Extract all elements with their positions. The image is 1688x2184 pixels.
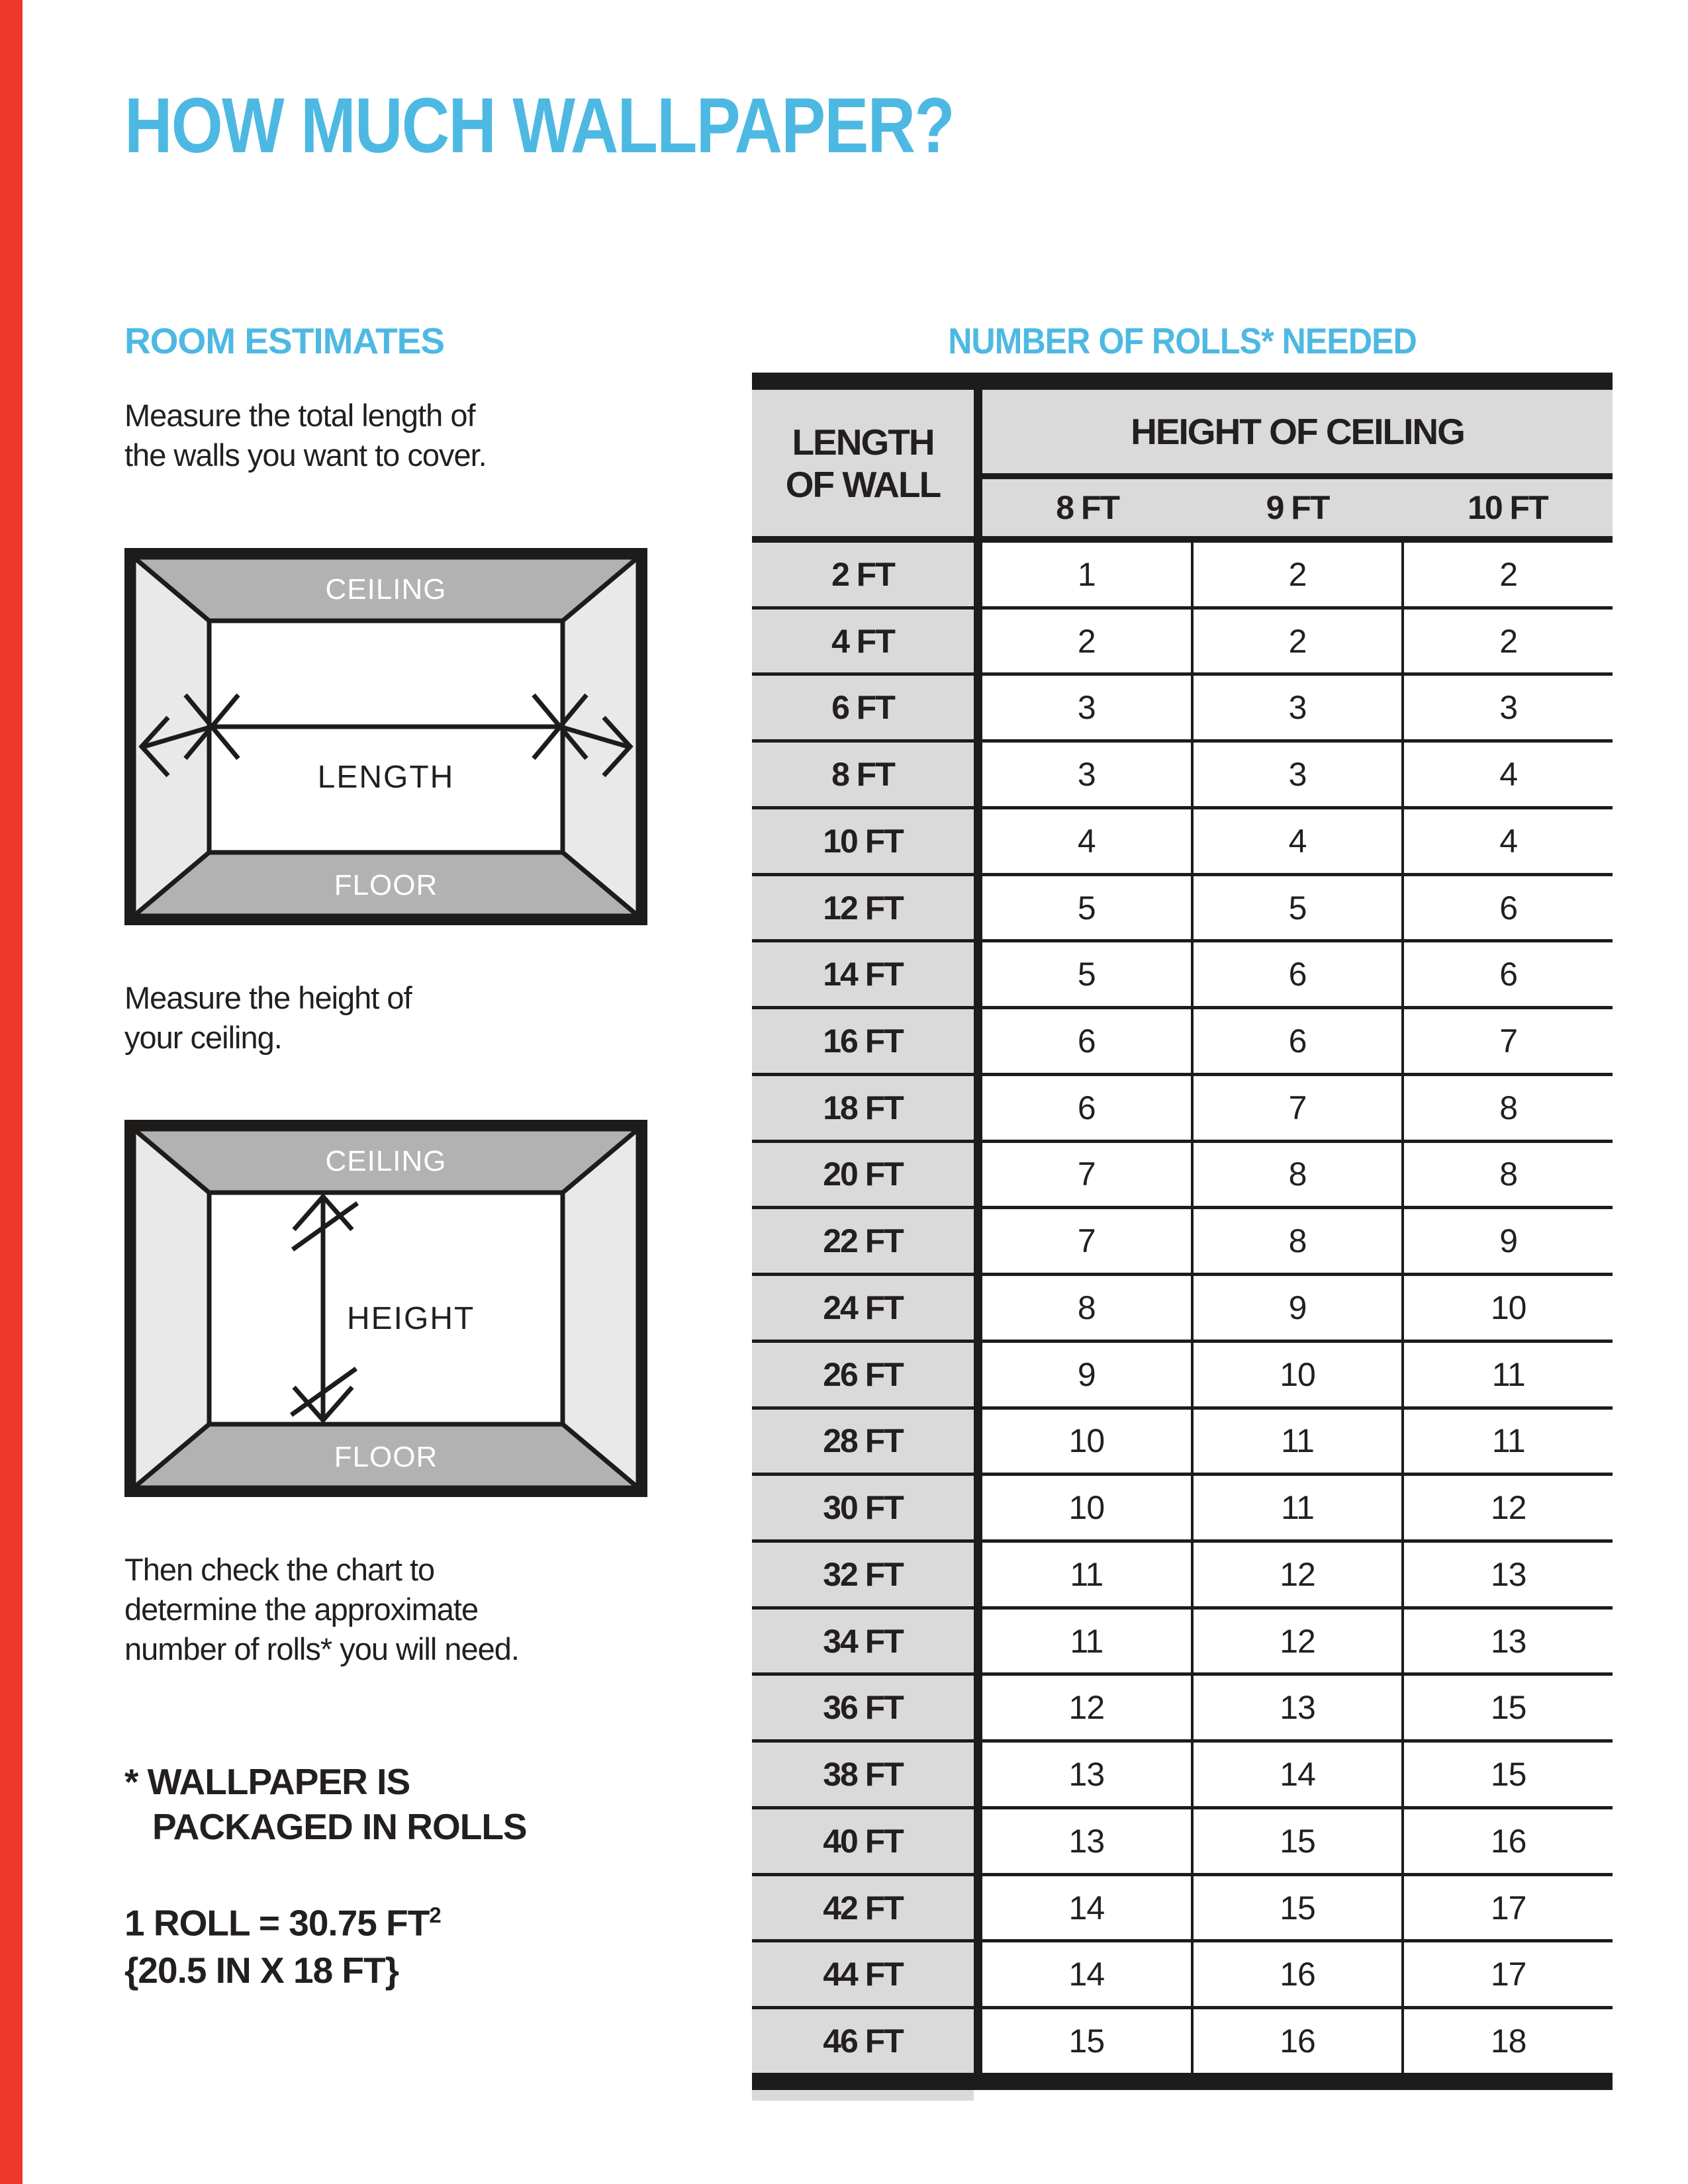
wall-length-cell: 44 FT	[752, 1942, 974, 2006]
wall-length-cell: 2 FT	[752, 543, 974, 606]
page-bleed-bar	[0, 0, 23, 2184]
floor-label: FLOOR	[334, 869, 438, 901]
table-bottom-bar	[752, 2073, 1613, 2090]
roll-count-cell: 16	[1194, 1942, 1405, 2006]
roll-count-cell: 2	[982, 610, 1194, 673]
roll-count-cell: 2	[1499, 555, 1518, 593]
table-row	[752, 1209, 1613, 1276]
roll-count-cell: 6	[982, 1076, 1194, 1140]
table-row	[752, 1610, 1613, 1676]
roll-count-cell: 3	[982, 743, 1194, 806]
roll-count-cell: 16	[1490, 1822, 1526, 1860]
table-row	[752, 1743, 1613, 1809]
roll-count-cell: 11	[1194, 1476, 1405, 1539]
wall-length-cell: 4 FT	[752, 610, 974, 673]
col-header-9ft: 9 FT	[1266, 489, 1329, 526]
roll-count-cell: 8	[1499, 1156, 1518, 1193]
wall-length-cell: 28 FT	[752, 1410, 974, 1473]
roll-count-cell: 9	[982, 1343, 1194, 1406]
table-row	[752, 1410, 1613, 1477]
wall-length-cell: 8 FT	[752, 743, 974, 806]
footnote-line: PACKAGED IN ROLLS	[152, 1806, 527, 1847]
table-row	[752, 1476, 1613, 1543]
roll-count-cell: 9	[1194, 1276, 1405, 1340]
row-vertical-divider	[974, 942, 982, 1006]
table-row	[752, 1009, 1613, 1076]
table-row	[752, 1076, 1613, 1143]
roll-count-cell: 6	[1499, 889, 1518, 927]
roll-count-cell: 12	[982, 1676, 1194, 1739]
row-vertical-divider	[974, 2009, 982, 2073]
table-row	[752, 1676, 1613, 1743]
roll-count-cell: 1	[982, 543, 1194, 606]
row-vertical-divider	[974, 809, 982, 873]
roll-count-cell: 8	[1499, 1089, 1518, 1126]
roll-count-cell: 12	[1194, 1610, 1405, 1673]
wall-length-cell: 30 FT	[752, 1476, 974, 1539]
length-label: LENGTH	[317, 760, 455, 795]
header-divider-line	[982, 473, 1613, 479]
room-estimates-heading: ROOM ESTIMATES	[124, 320, 445, 361]
roll-count-cell: 6	[982, 1009, 1194, 1073]
roll-count-cell: 5	[1194, 876, 1405, 940]
roll-count-cell: 10	[1194, 1343, 1405, 1406]
height-label: HEIGHT	[347, 1301, 475, 1336]
wall-length-cell: 6 FT	[752, 676, 974, 739]
row-vertical-divider	[974, 876, 982, 940]
roll-count-cell: 8	[982, 1276, 1194, 1340]
table-top-bar	[752, 373, 1613, 390]
wall-length-cell: 22 FT	[752, 1209, 974, 1273]
row-vertical-divider	[974, 1009, 982, 1073]
instruction-line: your ceiling.	[124, 1020, 282, 1055]
table-row	[752, 1143, 1613, 1210]
row-vertical-divider	[974, 1209, 982, 1273]
row-vertical-divider	[974, 743, 982, 806]
roll-count-cell: 14	[982, 1942, 1194, 2006]
instruction-line: Measure the total length of	[124, 398, 475, 433]
row-vertical-divider	[974, 1610, 982, 1673]
roll-count-cell: 16	[1194, 2009, 1405, 2073]
instruction-measure-length	[124, 396, 487, 475]
instruction-line: number of rolls* you will need.	[124, 1631, 519, 1666]
row-vertical-divider	[974, 1743, 982, 1806]
header-vertical-divider	[974, 390, 982, 536]
roll-count-cell: 13	[982, 1743, 1194, 1806]
instruction-line: Measure the height of	[124, 980, 412, 1015]
roll-count-cell: 11	[982, 1543, 1194, 1606]
instruction-check-chart	[124, 1550, 519, 1669]
col-header-8ft: 8 FT	[1056, 489, 1119, 526]
roll-count-cell: 17	[1490, 1889, 1526, 1927]
wall-length-cell: 46 FT	[752, 2009, 974, 2073]
roll-count-cell: 6	[1194, 942, 1405, 1006]
table-row	[752, 1343, 1613, 1410]
roll-count-cell: 5	[982, 942, 1194, 1006]
roll-count-cell: 10	[982, 1476, 1194, 1539]
roll-count-cell: 13	[1194, 1676, 1405, 1739]
room-height-diagram	[124, 1120, 647, 1497]
instruction-line: determine the approximate	[124, 1592, 479, 1627]
roll-count-cell: 17	[1490, 1956, 1526, 1993]
wall-length-cell: 26 FT	[752, 1343, 974, 1406]
roll-count-cell: 11	[1194, 1410, 1405, 1473]
table-row	[752, 1876, 1613, 1943]
rolls-needed-table	[752, 373, 1613, 2101]
roll-count-cell: 15	[1194, 1809, 1405, 1873]
wall-length-cell: 14 FT	[752, 942, 974, 1006]
footnote-line: * WALLPAPER IS	[124, 1761, 410, 1802]
wall-length-cell: 36 FT	[752, 1676, 974, 1739]
roll-area-line: 1 ROLL = 30.75 $FT^2$	[124, 1902, 441, 1944]
roll-count-cell: 13	[982, 1809, 1194, 1873]
ceiling-label: CEILING	[325, 573, 447, 606]
roll-count-cell: 3	[1194, 743, 1405, 806]
roll-count-cell: 15	[1490, 1689, 1526, 1727]
floor-label: FLOOR	[334, 1441, 438, 1473]
row-vertical-divider	[974, 1942, 982, 2006]
roll-count-cell: 3	[982, 676, 1194, 739]
roll-count-cell: 4	[1499, 822, 1518, 860]
roll-count-cell: 12	[1490, 1489, 1526, 1527]
table-bottom-gray-stub	[752, 2090, 974, 2101]
wall-length-cell: 24 FT	[752, 1276, 974, 1340]
table-header	[752, 390, 1613, 543]
wall-length-cell: 20 FT	[752, 1143, 974, 1206]
roll-count-cell: 10	[982, 1410, 1194, 1473]
table-body	[752, 543, 1613, 2073]
row-vertical-divider	[974, 1143, 982, 1206]
roll-count-cell: 15	[1194, 1876, 1405, 1940]
roll-count-cell: 11	[982, 1610, 1194, 1673]
row-vertical-divider	[974, 1276, 982, 1340]
table-row	[752, 676, 1613, 743]
roll-count-cell: 3	[1499, 689, 1518, 727]
instruction-line: the walls you want to cover.	[124, 437, 487, 473]
ceiling-height-header-group	[982, 390, 1613, 536]
roll-count-cell: 18	[1490, 2023, 1526, 2060]
roll-count-cell: 8	[1194, 1143, 1405, 1206]
row-vertical-divider	[974, 1343, 982, 1406]
table-row	[752, 610, 1613, 676]
packaging-footnote	[124, 1759, 527, 1849]
column-headers-row	[982, 479, 1613, 536]
row-vertical-divider	[974, 1543, 982, 1606]
roll-count-cell: 15	[1490, 1756, 1526, 1794]
wall-length-cell: 18 FT	[752, 1076, 974, 1140]
roll-count-cell: 6	[1194, 1009, 1405, 1073]
table-row	[752, 1809, 1613, 1876]
roll-count-cell: 7	[982, 1209, 1194, 1273]
table-row	[752, 1543, 1613, 1610]
instruction-line: Then check the chart to	[124, 1552, 435, 1587]
row-vertical-divider	[974, 1410, 982, 1473]
wall-length-cell: 42 FT	[752, 1876, 974, 1940]
back-wall	[209, 621, 563, 852]
roll-count-cell: 15	[982, 2009, 1194, 2073]
wall-length-cell: 38 FT	[752, 1743, 974, 1806]
roll-count-cell: 2	[1499, 622, 1518, 660]
roll-count-cell: 4	[982, 809, 1194, 873]
table-row	[752, 2009, 1613, 2073]
superscript-two: 2	[429, 1903, 441, 1927]
row-vertical-divider	[974, 1876, 982, 1940]
roll-count-cell: 7	[982, 1143, 1194, 1206]
table-row	[752, 942, 1613, 1009]
length-of-wall-header: LENGTH OF WALL	[785, 421, 941, 505]
row-vertical-divider	[974, 1476, 982, 1539]
roll-count-cell: 7	[1194, 1076, 1405, 1140]
rolls-needed-heading: NUMBER OF ROLLS* NEEDED	[948, 320, 1417, 361]
roll-count-cell: 6	[1499, 956, 1518, 993]
roll-count-cell: 14	[1194, 1743, 1405, 1806]
row-vertical-divider	[974, 1076, 982, 1140]
roll-count-cell: 5	[982, 876, 1194, 940]
table-row	[752, 1942, 1613, 2009]
roll-count-cell: 7	[1499, 1023, 1518, 1060]
roll-count-cell: 8	[1194, 1209, 1405, 1273]
instruction-measure-height	[124, 978, 412, 1058]
table-row	[752, 1276, 1613, 1343]
table-row	[752, 809, 1613, 876]
roll-count-cell: 13	[1490, 1622, 1526, 1660]
roll-dimensions-line: {20.5 IN X 18 FT}	[124, 1950, 399, 1991]
roll-count-cell: 2	[1194, 543, 1405, 606]
room-length-diagram	[124, 548, 647, 925]
wall-length-cell: 10 FT	[752, 809, 974, 873]
table-row	[752, 743, 1613, 809]
roll-count-cell: 2	[1194, 610, 1405, 673]
wall-length-cell: 12 FT	[752, 876, 974, 940]
table-row	[752, 543, 1613, 610]
row-vertical-divider	[974, 676, 982, 739]
table-row	[752, 876, 1613, 943]
page-title: HOW MUCH WALLPAPER?	[124, 82, 954, 169]
roll-count-cell: 10	[1490, 1289, 1526, 1326]
ceiling-label: CEILING	[325, 1145, 447, 1177]
roll-count-cell: 11	[1491, 1422, 1525, 1460]
row-vertical-divider	[974, 1676, 982, 1739]
roll-count-cell: 11	[1491, 1355, 1525, 1393]
roll-count-cell: 13	[1490, 1555, 1526, 1593]
roll-count-cell: 4	[1499, 756, 1518, 794]
roll-size-note	[124, 1891, 441, 1994]
row-vertical-divider	[974, 543, 982, 606]
row-vertical-divider	[974, 610, 982, 673]
height-of-ceiling-header: HEIGHT OF CEILING	[1131, 411, 1464, 452]
wall-length-cell: 34 FT	[752, 1610, 974, 1673]
roll-count-cell: 12	[1194, 1543, 1405, 1606]
col-header-10ft: 10 FT	[1468, 489, 1548, 526]
roll-count-cell: 14	[982, 1876, 1194, 1940]
row-vertical-divider	[974, 1809, 982, 1873]
roll-count-cell: 9	[1499, 1222, 1518, 1260]
wall-length-cell: 40 FT	[752, 1809, 974, 1873]
wall-length-cell: 32 FT	[752, 1543, 974, 1606]
roll-count-cell: 3	[1194, 676, 1405, 739]
roll-count-cell: 4	[1194, 809, 1405, 873]
wall-length-cell: 16 FT	[752, 1009, 974, 1073]
